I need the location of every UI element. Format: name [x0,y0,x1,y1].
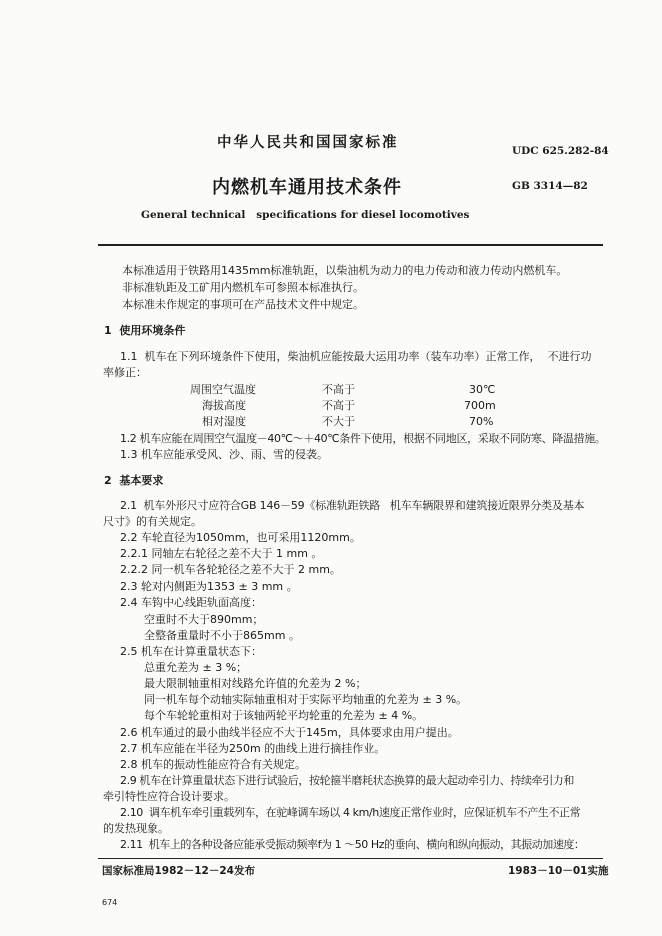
env-row-name: 海拔高度 [202,399,246,412]
page-number: 674 [102,898,118,907]
clause-1-1-cont: 率修正： [103,366,147,379]
national-standard-heading: 中华人民共和国国家标准 [217,134,399,151]
clause-2-10-cont: 的发热现象。 [103,822,169,835]
clause-2-4-line: 空重时不大于890mm； [144,613,264,626]
clause-2-5: 2.5 机车在计算重量状态下： [120,645,262,658]
clause-2-4-line: 全整备重量时不小于865mm 。 [144,629,300,642]
clause-2-2-2: 2.2.2 同一机车各轮轮径之差不大于 2 mm。 [120,563,341,576]
udc-code: UDC 625.282-84 [512,145,609,157]
effective-date: 1983－10－01实施 [508,865,609,877]
clause-1-1: 1.1 机车在下列环境条件下使用，柴油机应能按最大运用功率（装车功率）正常工作， 不进行功 [120,350,592,363]
clause-2-8: 2.8 机车的振动性能应符合有关规定。 [120,758,306,771]
clause-2-5-line: 同一机车每个动轴实际轴重相对于实际平均轴重的允差为 ± 3 %。 [144,693,468,706]
intro-line: 本标准适用于铁路用1435mm标准轨距，以柴油机为动力的电力传动和液力传动内燃机车。 [122,264,568,277]
clause-2-7: 2.7 机车应能在半径为250m 的曲线上进行摘挂作业。 [120,742,386,755]
document-title: 内燃机车通用技术条件 [212,177,402,198]
clause-2-10: 2.10 调车机车牵引重载列车，在驼峰调车场以 4 km/h速度正常作业时，应保证机车不产生不正常 [120,806,581,819]
clause-2-5-line: 每个车轮轮重相对于该轴两轮平均轮重的允差为 ± 4 %。 [144,709,424,722]
intro-line: 本标准未作规定的事项可在产品技术文件中规定。 [122,298,364,311]
env-row-value: 700m [464,399,496,412]
intro-line: 非标准轨距及工矿用内燃机车可参照本标准执行。 [122,281,364,294]
clause-1-2: 1.2 机车应能在周围空气温度－40℃～＋40℃条件下使用，根据不同地区，采取不同防寒、降温措施。 [120,432,606,445]
header-rule [98,244,603,246]
section-heading: 2 基本要求 [104,474,164,487]
clause-1-3: 1.3 机车应能承受风、沙、雨、雪的侵袭。 [120,448,328,461]
env-row-name: 周围空气温度 [190,383,256,396]
env-row-condition: 不高于 [322,399,355,412]
footer-rule [98,858,603,859]
clause-2-9: 2.9 机车在计算重量状态下进行试验后，按轮箍半磨耗状态换算的最大起动牵引力、持续牵引力和 [120,774,574,787]
clause-2-3: 2.3 轮对内侧距为1353 ± 3 mm 。 [120,580,298,593]
section-heading: 1 使用环境条件 [104,324,186,337]
clause-2-2: 2.2 车轮直径为1050mm，也可采用1120mm。 [120,531,361,544]
clause-2-1-cont: 尺寸》的有关规定。 [103,515,202,528]
english-title: General technical specifications for diesel locomotives [141,209,470,221]
env-row-value: 70% [469,415,494,428]
gb-number: GB 3314—82 [512,180,588,192]
env-row-condition: 不高于 [322,383,355,396]
clause-2-9-cont: 牵引特性应符合设计要求。 [103,790,235,803]
clause-2-4: 2.4 车钩中心线距轨面高度： [120,596,262,609]
issued-date: 国家标准局1982－12－24发布 [102,865,255,877]
clause-2-11: 2.11 机车上的各种设备应能承受振动频率f为 1 ～50 Hz的垂向、横向和纵向振动，其振动加速度： [120,838,585,851]
clause-2-6: 2.6 机车通过的最小曲线半径应不大于145m，具体要求由用户提出。 [120,726,459,739]
clause-2-5-line: 最大限制轴重相对线路允许值的允差为 2 %； [144,677,367,690]
clause-2-1: 2.1 机车外形尺寸应符合GB 146－59《标准轨距铁路 机车车辆限界和建筑接近限界分类及基本 [120,499,585,512]
clause-2-5-line: 总重允差为 ± 3 %； [144,661,248,674]
clause-2-2-1: 2.2.1 同轴左右轮径之差不大于 1 mm 。 [120,547,323,560]
env-row-condition: 不大于 [322,415,355,428]
env-row-value: 30℃ [469,383,496,396]
env-row-name: 相对湿度 [202,415,246,428]
